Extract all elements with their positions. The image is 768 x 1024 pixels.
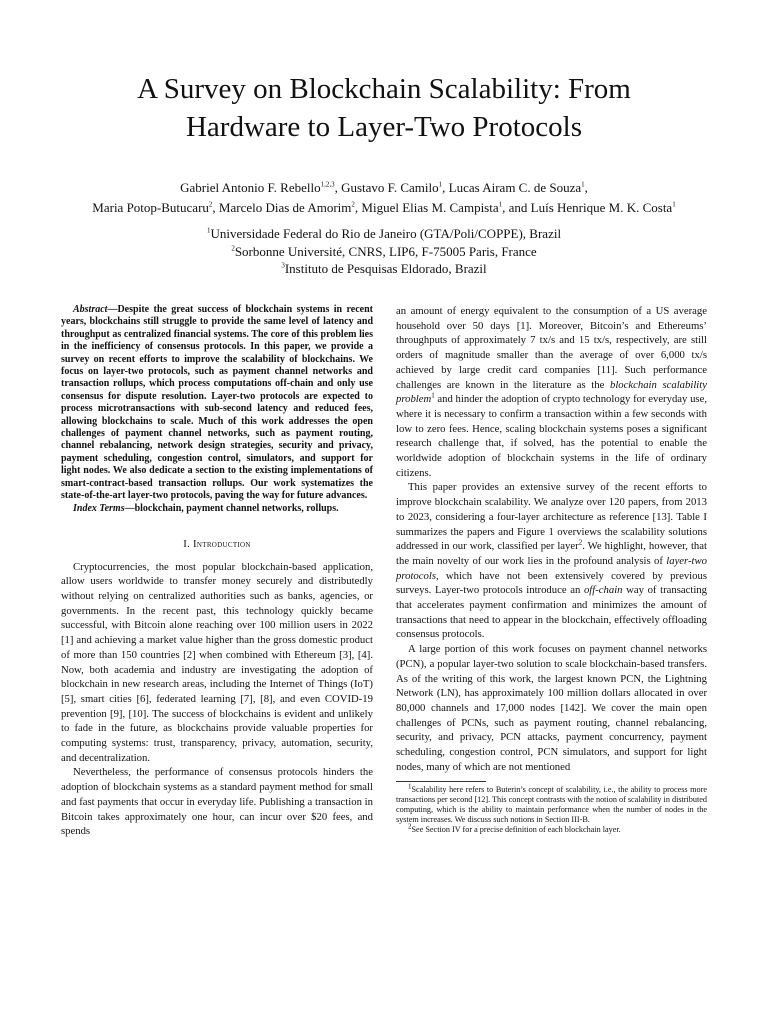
footnote-2 — [396, 822, 707, 835]
author-affiliation-mark: 1 — [498, 200, 503, 209]
footnote-number: 2 — [408, 822, 412, 831]
author-name: Gustavo F. Camilo — [341, 180, 439, 195]
author-affiliation-mark: 1 — [438, 180, 443, 189]
affiliation-number: 2 — [231, 244, 235, 253]
affiliation — [0, 260, 768, 278]
index-terms — [61, 503, 373, 515]
abstract-label: Abstract — [73, 304, 108, 315]
footnote-text: Scalability here refers to Buterin’s concept of scalability, i.e., the ability to process more transactions per second [12]. This concept contrasts with the notion of scalability in distributed computing, which is the ability to maintain performance when the number of nodes in the system increases. We discuss such notions in Section III-B. — [396, 784, 707, 825]
paper-title — [0, 70, 768, 146]
paragraph-text: , which have not been extensively covered by previous surveys. Layer-two protocols introduce an — [396, 569, 707, 597]
footnote-1 — [396, 781, 707, 826]
author-line-1: Gabriel Antonio F. Rebello$^{1,2,3}$, Gustavo F. Camilo$^1$, Lucas Airam C. de Souza$^1$, — [180, 180, 588, 195]
right-paragraph-3: A large portion of this work focuses on payment channel networks (PCN), a popular layer-two solution to scale blockchain-based transfers. As of the writing of this work, the largest known PCN, the Lightning Network (LN), has approximately 100 million dollars allocated in over 80,000 channels and 17,000 nodes [142]. We cover the main open challenges of PCNs, such as payment routing, channel rebalancing, security, and privacy, PCN attacks, payment concurrency, payment scheduling, congestion control, PCN simulators, and support for light nodes, many of which are not mentioned — [396, 643, 707, 773]
right-column — [396, 304, 707, 836]
author-name: Gabriel Antonio F. Rebello — [180, 180, 321, 195]
author-line-2: Maria Potop-Butucaru$^2$, Marcelo Dias de Amorim$^2$, Miguel Elias M. Campista$^1$, and Luís Henrique M. K. Costa$^1$ — [92, 199, 676, 215]
author-name: Miguel Elias M. Campista — [361, 199, 499, 215]
affiliation-text: Sorbonne Université, CNRS, LIP6, F-75005 Paris, France — [234, 243, 537, 259]
affiliation-text: Instituto de Pesquisas Eldorado, Brazil — [284, 261, 487, 276]
intro-paragraph-2: Nevertheless, the performance of consensus protocols hinders the adoption of blockchain systems as a standard payment method for small and fast payments that occur in everyday life. Publishing a transaction in Bitcoin takes approximately one hour, can incur over $20 fees, and spends — [61, 766, 373, 838]
emphasis-text: layer-two protocols — [396, 554, 707, 582]
index-terms-label: Index Terms — [73, 502, 125, 514]
intro-paragraph-1: Cryptocurrencies, the most popular blockchain-based application, allow users worldwide to transfer money securely and distributedly without relying on centralized authorities such as banks, agencies, or governments. In the recent past, this technology quickly became successful, with Bitcoin alone reaching over 100 million users in 2022 [1] and achieving a market value higher than the gross domestic product of more than 150 countries [2] when combined with Ethereum [3], [4]. Now, both academia and industry are investigating the adoption of blockchain in new research areas, including the Internet of Things (IoT) [5], smart cities [6], federated learning [7], [8], and even COVID-19 prevention [9], [10]. The success of blockchains is evident and unlikely to fade in the future, as blockchains provide valuable properties for computing systems: trust, transparency, privacy, automation, security, and decentralization. — [61, 560, 373, 764]
author-affiliation-mark: 1 — [581, 180, 585, 189]
author-affiliation-mark: 2 — [208, 200, 213, 209]
affiliation — [0, 243, 768, 261]
paragraph-text: and hinder the adoption of crypto technology for everyday use, where it is necessary to confirm a transaction within a few seconds with low to zero fees. Hence, scaling blockchain systems poses a significant research challenge that, if solved, has the potential to enable the worldwide adoption of blockchain systems in the life of ordinary citizens. — [396, 393, 707, 479]
author-name: Marcelo Dias de Amorim — [218, 199, 352, 215]
title-line-1: A Survey on Blockchain Scalability: From — [137, 73, 631, 105]
emphasis-text: off-chain — [583, 584, 623, 597]
emphasis-text: blockchain scalability problem — [396, 378, 707, 406]
footnote-ref: 2 — [578, 538, 583, 547]
left-column — [61, 304, 373, 839]
affiliation-text: Universidade Federal do Rio de Janeiro (GTA/Poli/COPPE), Brazil — [210, 226, 562, 241]
abstract-text: —Despite the great success of blockchain systems in recent years, blockchains still struggle to provide the same level of latency and throughput as centralized financial systems. The core of this problem lies in the inefficiency of consensus protocols. In this paper, we provide a survey on recent efforts to improve the scalability of blockchains. We focus on layer-two protocols, such as payment channel networks and transaction rollups, which process computations off-chain and only use consensus for dispute resolution. Layer-two protocols are expected to process microtransactions with sub-second latency and reduced fees, allowing blockchains to scale. Much of this work addresses the open challenges of payment channel networks, such as payment routing, channel rebalancing, network design strategies, security and privacy, payment scheduling, congestion control, simulators, and support for light nodes. We also dedicate a section to the existing implementations of smart-contract-based transaction rollups. Our work systematizes the state-of-the-art layer-two protocols, paving the way for future advances. — [61, 304, 373, 502]
paragraph-text: way of transacting that accelerates payment confirmation and minimizes the amount of transactions that need to appear in the blockchain, effectively offloading consensus protocols. — [396, 584, 707, 641]
author-name: Maria Potop-Butucaru — [92, 199, 209, 215]
title-line-2: Hardware to Layer-Two Protocols — [185, 111, 582, 143]
footnote-text: See Section IV for a precise definition of each blockchain layer. — [411, 825, 621, 835]
affiliation-number: 3 — [281, 261, 285, 270]
author-name: Lucas Airam C. de Souza — [448, 180, 582, 195]
abstract — [61, 304, 373, 503]
affiliation — [0, 225, 768, 243]
index-terms-text: —blockchain, payment channel networks, rollups. — [124, 502, 339, 514]
section-title: Introduction — [193, 537, 251, 550]
right-paragraph-1 — [396, 304, 707, 480]
paragraph-text: This paper provides an extensive survey of the recent efforts to improve blockchain scalability. We analyze over 120 papers, from 2013 to 2023, considering a four-layer architecture as reference [13]. Table I summarizes the papers and Figure 1 overviews the scalability solutions addressed in our work, classified per layer — [396, 481, 707, 553]
author-affiliation-mark: 2 — [351, 200, 355, 209]
author-affiliation-mark: 1 — [672, 200, 676, 209]
paragraph-text: an amount of energy equivalent to the consumption of a US average household over 50 days [1]. Moreover, Bitcoin’s and Ethereums’ throughputs of approximately 7 tx/s and 15 tx/s, respectively, are still orders of magnitude smaller than the average of over 6,000 tx/s achieved by large credit card companies [11]. Such performance challenges are known in the literature as the — [396, 305, 707, 391]
footnote-ref: 1 — [431, 391, 435, 400]
right-paragraph-2 — [396, 480, 707, 642]
section-heading — [61, 537, 373, 552]
section-number: I. — [183, 537, 191, 550]
author-list — [0, 178, 768, 217]
footnote-number: 1 — [408, 781, 412, 790]
author-affiliation-mark: 1,2,3 — [320, 180, 335, 189]
affiliation-list — [0, 225, 768, 278]
author-name: Luís Henrique M. K. Costa — [530, 199, 673, 215]
paragraph-text: . We highlight, however, that the main novelty of our work lies in the profound analysis of — [396, 540, 707, 567]
affiliation-number: 1 — [206, 226, 211, 235]
